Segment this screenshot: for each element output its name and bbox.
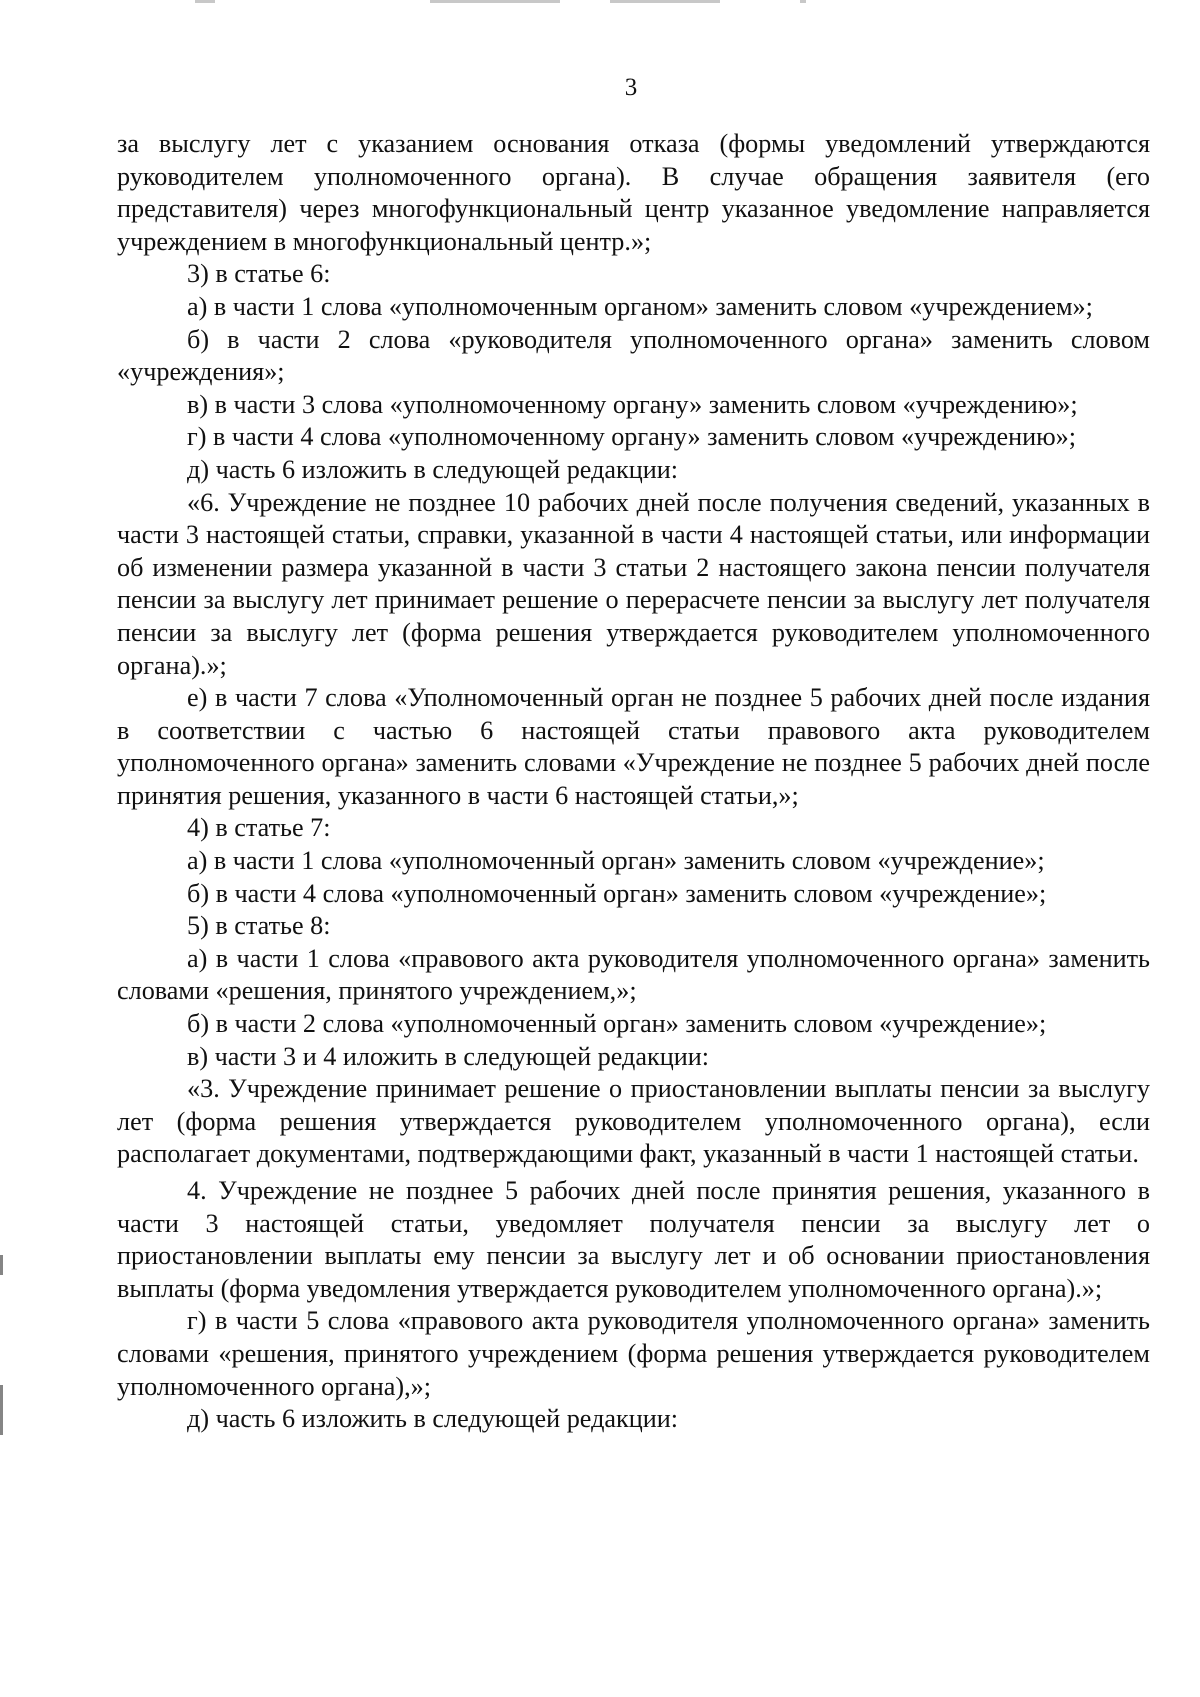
paragraph: б) в части 2 слова «руководителя уполномоченного органа» заменить словом «учреждения»; — [117, 324, 1150, 387]
paragraph: «3. Учреждение принимает решение о приостановлении выплаты пенсии за выслугу лет (форма решения утверждается руководителем уполномоченного органа), если располагает документами, подтверждающими факт, указанный в части 1 настоящей статьи. — [117, 1074, 1150, 1169]
paragraph: а) в части 1 слова «уполномоченным органом» заменить словом «учреждением»; — [187, 291, 1093, 321]
paragraph: в) части 3 и 4 иложить в следующей редакции: — [187, 1041, 710, 1071]
paragraph: 4. Учреждение не позднее 5 рабочих дней после принятия решения, указанного в части 3 настоящей статьи, уведомляет получателя пенсии за выслугу лет о приостановлении выплаты ему пенсии за выслугу лет и об основании приостановления выплаты (форма уведомления утверждается руководителем уполномоченного органа).»; — [117, 1176, 1150, 1303]
paragraph: а) в части 1 слова «уполномоченный орган» заменить словом «учреждение»; — [187, 846, 1045, 876]
paragraph: г) в части 5 слова «правового акта руководителя уполномоченного органа» заменить словами «решения, принятого учреждением (форма решения утверждается руководителем уполномоченного органа),»; — [117, 1306, 1150, 1401]
paragraph: б) в части 4 слова «уполномоченный орган» заменить словом «учреждение»; — [187, 878, 1047, 908]
paragraph: е) в части 7 слова «Уполномоченный орган не позднее 5 рабочих дней после издания в соответствии с частью 6 настоящей статьи правового акта руководителем уполномоченного органа» заменить словами «Учреждение не позднее 5 рабочих дней после принятия решения, указанного в части 6 настоящей статьи,»; — [117, 683, 1150, 810]
paragraph: г) в части 4 слова «уполномоченному органу» заменить словом «учреждению»; — [187, 422, 1077, 452]
scan-edge-artifact — [0, 1385, 3, 1435]
paragraph: 3) в статье 6: — [187, 259, 331, 289]
document-body — [117, 128, 1150, 1436]
paragraph: д) часть 6 изложить в следующей редакции: — [187, 454, 679, 484]
paragraph: 5) в статье 8: — [187, 911, 331, 941]
paragraph: за выслугу лет с указанием основания отказа (формы уведомлений утверждаются руководителем уполномоченного органа). В случае обращения заявителя (его представителя) через многофункциональный центр указанное уведомление направляется учреждением в многофункциональный центр.»; — [117, 129, 1150, 256]
paragraph: б) в части 2 слова «уполномоченный орган» заменить словом «учреждение»; — [187, 1009, 1047, 1039]
scan-artifact — [430, 0, 560, 3]
paragraph: а) в части 1 слова «правового акта руководителя уполномоченного органа» заменить словами «решения, принятого учреждением,»; — [117, 943, 1150, 1006]
scan-artifact — [195, 0, 215, 3]
paragraph: в) в части 3 слова «уполномоченному органу» заменить словом «учреждению»; — [187, 389, 1078, 419]
scan-artifact — [610, 0, 720, 3]
paragraph: 4) в статье 7: — [187, 813, 331, 843]
scan-edge-artifact — [0, 1255, 3, 1275]
scan-artifact — [800, 0, 806, 3]
paragraph: «6. Учреждение не позднее 10 рабочих дней после получения сведений, указанных в части 3 настоящей статьи, справки, указанной в части 4 настоящей статьи, или информации об изменении размера указанной в части 3 статьи 2 настоящего закона пенсии получателя пенсии за выслугу лет принимает решение о перерасчете пенсии за выслугу лет получателя пенсии за выслугу лет (форма решения утверждается руководителем уполномоченного органа).»; — [117, 487, 1150, 680]
page-number: 3 — [624, 74, 638, 101]
paragraph: д) часть 6 изложить в следующей редакции: — [187, 1404, 679, 1434]
